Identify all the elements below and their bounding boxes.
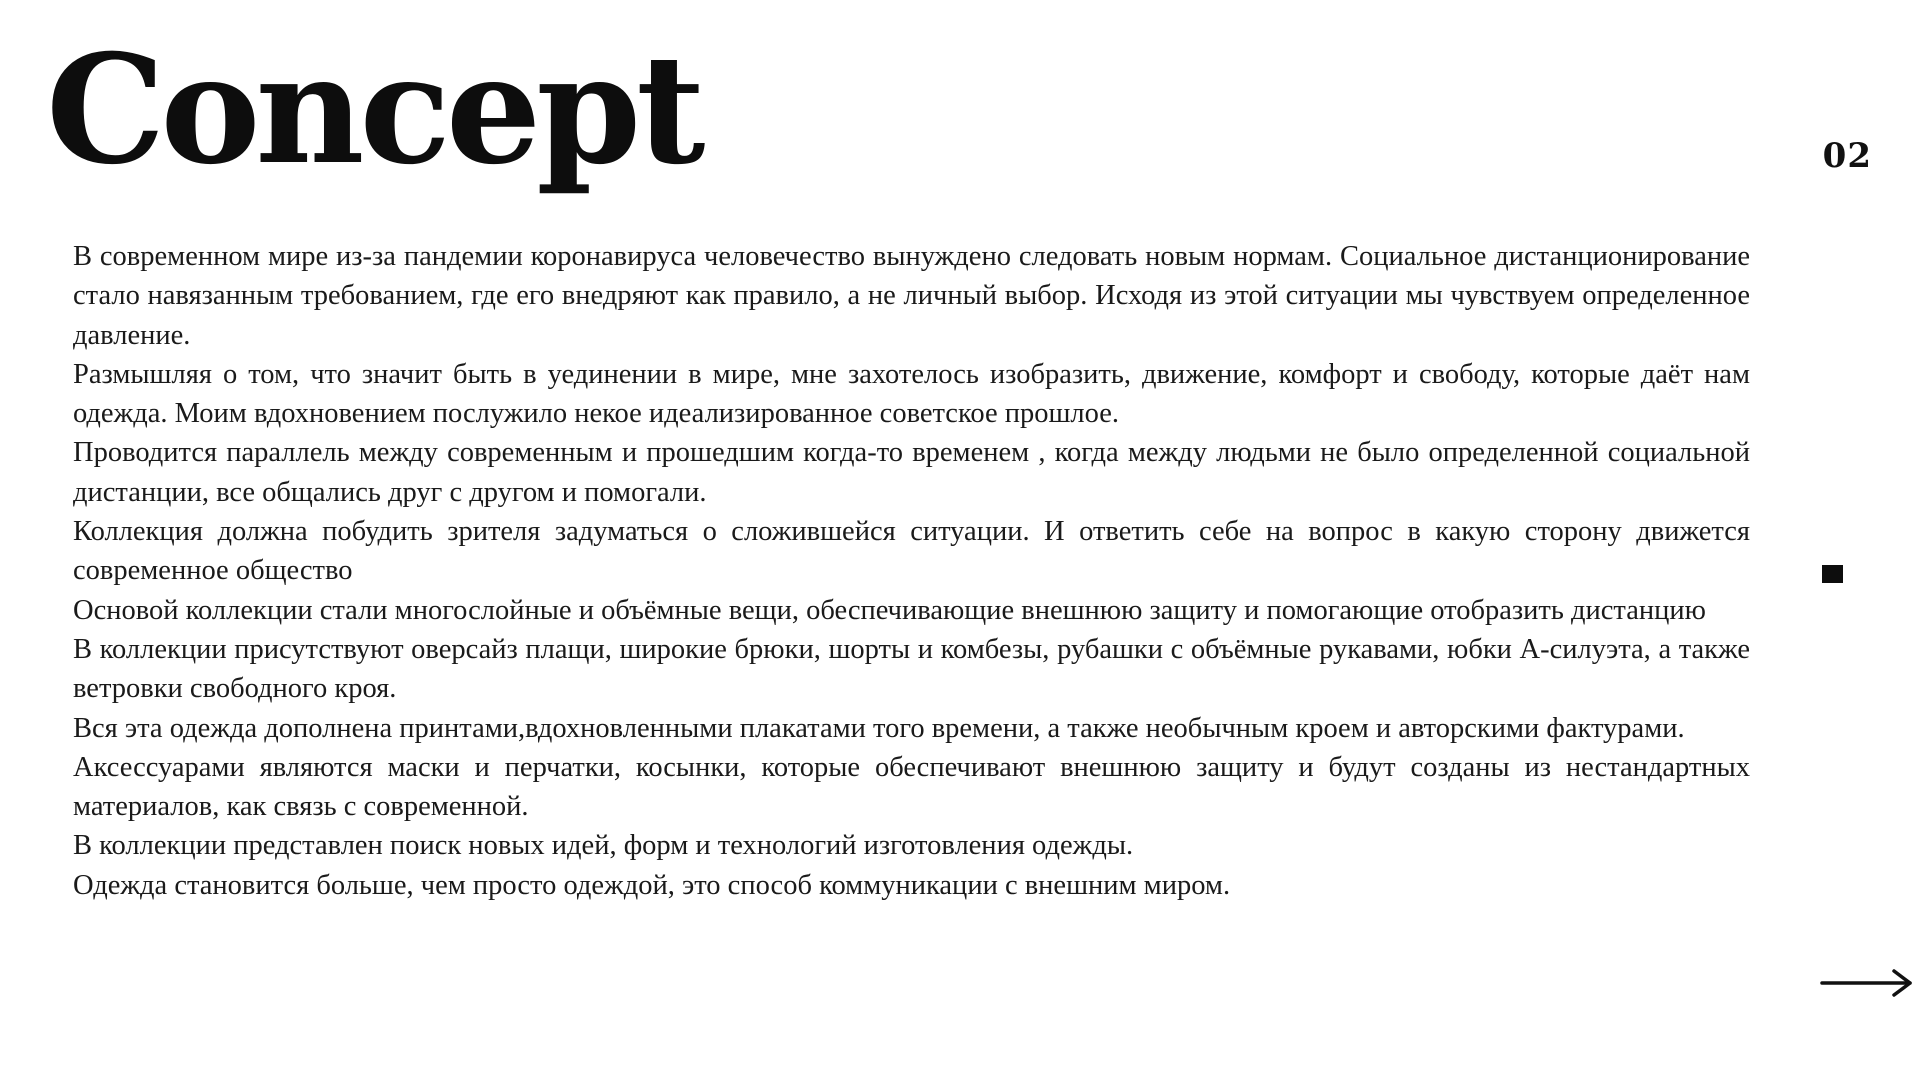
paragraph: Размышляя о том, что значит быть в уединении в мире, мне захотелось изобразить, движение, комфорт и свободу, которые даёт нам одежда. Моим вдохновением послужило некое идеализированное советское прошлое.: [73, 358, 1750, 430]
paragraph: Аксессуарами являются маски и перчатки, косынки, которые обеспечивают внешнюю защиту и будут созданы из нестандартных материалов, как связь с современной.: [73, 751, 1750, 823]
paragraph: В современном мире из-за пандемии коронавируса человечество вынуждено следовать новым нормам. Социальное дистанционирование стало навязанным требованием, где его внедряют как правило, а не личный выбор. Исходя из этой ситуации мы чувствуем определенное давление.: [73, 241, 1750, 351]
paragraph: В коллекции представлен поиск новых идей, форм и технологий изготовления одежды.: [73, 830, 1134, 862]
paragraph: Вся эта одежда дополнена принтами,вдохновленными плакатами того времени, а также необычным кроем и авторскими фактурами.: [73, 712, 1685, 744]
square-icon: [1822, 565, 1843, 583]
concept-text: [73, 237, 1750, 905]
page-number: 02: [1822, 136, 1872, 176]
paragraph: Коллекция должна побудить зрителя задуматься о сложившейся ситуации. И ответить себе на вопрос в какую сторону движется современное общество: [73, 516, 1750, 587]
paragraph: В коллекции присутствуют оверсайз плащи, широкие брюки, шорты и комбезы, рубашки с объёмные рукавами, юбки А-силуэта, а также ветровки свободного кроя.: [73, 633, 1750, 705]
slide-title: Concept: [46, 22, 701, 198]
paragraph: Основой коллекции стали многослойные и объёмные вещи, обеспечивающие внешнюю защиту и помогающие отобразить дистанцию: [73, 594, 1706, 626]
paragraph: Одежда становится больше, чем просто одеждой, это способ коммуникации с внешним миром.: [73, 869, 1231, 901]
paragraph: Проводится параллель между современным и прошедшим когда-то временем , когда между людьми не было определенной социальной дистанции, все общались друг с другом и помогали.: [73, 437, 1750, 508]
arrow-right-icon[interactable]: [1820, 968, 1914, 998]
